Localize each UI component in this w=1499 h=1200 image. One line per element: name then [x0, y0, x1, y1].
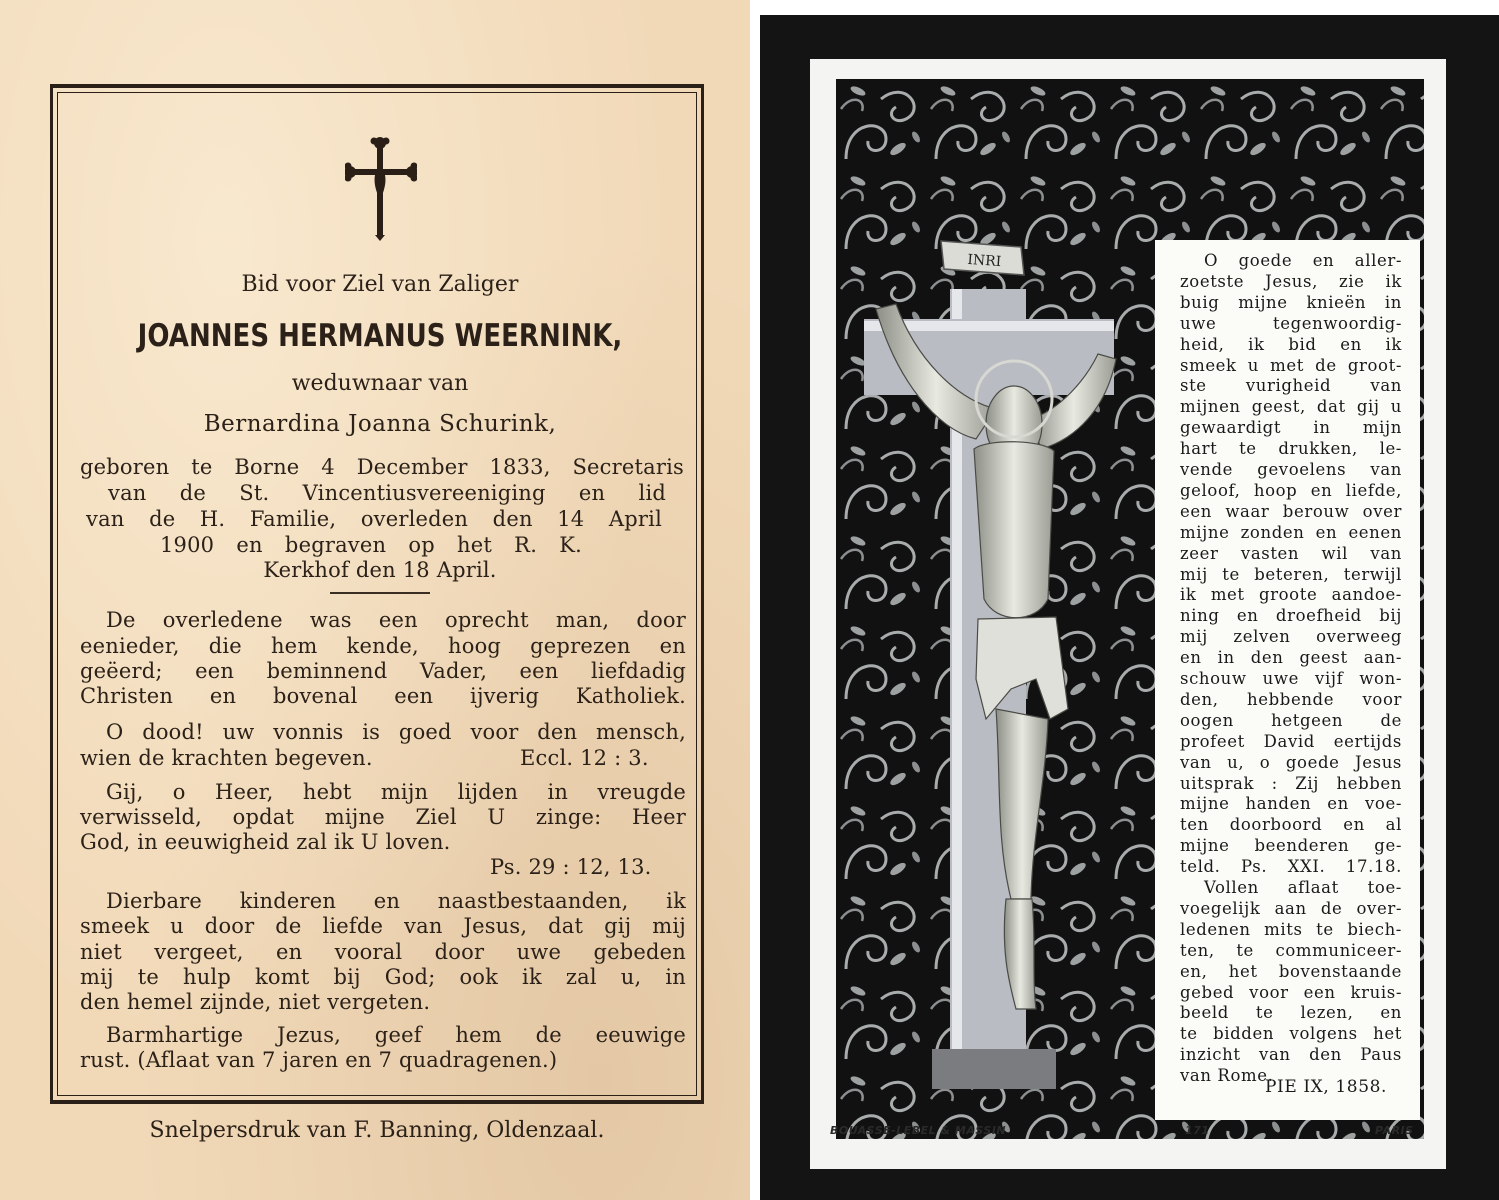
prayer-line: Vollen aflaat toe- [1204, 878, 1402, 897]
prayer-line: ten doorboord en al [1180, 815, 1402, 835]
paragraph-line: Dierbare kinderen en naastbestaanden, ik [106, 889, 686, 913]
prayer-line: ik met groote aandoe- [1180, 585, 1402, 605]
bio-line: van de St. Vincentiusvereeniging en lid [108, 481, 666, 505]
prayer-line: mijnen geest, dat gij u [1180, 397, 1402, 417]
prayer-line: teld. Ps. XXI. 17.18. [1180, 857, 1402, 877]
prayer-line: uitsprak : Zij hebben [1180, 773, 1402, 793]
inri-label: INRI [966, 251, 1002, 271]
prayer-line: uwe tegenwoordig- [1180, 313, 1402, 333]
prayer-line: inzicht van den Paus [1180, 1045, 1402, 1065]
paragraph-line: geëerd; een beminnend Vader, een liefdadig [80, 659, 686, 683]
cross-icon [345, 135, 417, 241]
scripture-reference: Ps. 29 : 12, 13. [490, 855, 652, 879]
prayer-line: profeet David eertijds [1180, 731, 1402, 751]
prayer-line: zoetste Jesus, zie ik [1180, 271, 1402, 291]
paragraph-line: De overledene was een oprecht man, door [106, 608, 686, 632]
prayer-line: en, het bovenstaande [1180, 961, 1402, 981]
prayer-line: van u, o goede Jesus [1180, 752, 1402, 772]
signature: PIE IX, 1858. [1265, 1077, 1388, 1097]
paragraph-line: verwisseld, opdat mijne Ziel U zinge: Heer [80, 805, 686, 829]
prayer-line: buig mijne knieën in [1180, 292, 1402, 312]
bio-line: Kerkhof den 18 April. [263, 558, 497, 582]
prayer-line: voegelijk aan de over- [1180, 898, 1402, 918]
memorial-card-back [760, 15, 1499, 1200]
prayer-line: mij zelven overweeg [1180, 627, 1402, 647]
paragraph-line: smeek u door de liefde van Jesus, dat gij mij [80, 914, 686, 938]
prayer-line: vende gevoelens van [1180, 460, 1402, 479]
publisher-credit: BOUASSE-LEBEL & MASSIN [830, 1124, 1007, 1137]
prayer-line: en in den geest aan- [1180, 648, 1402, 668]
paragraph-line: den hemel zijnde, niet vergeten. [80, 990, 431, 1014]
bio-line: geboren te Borne 4 December 1833, Secretaris [80, 455, 684, 479]
prayer-line: mijne zonden en eenen [1180, 522, 1402, 542]
printer-credit: Snelpersdruk van F. Banning, Oldenzaal. [149, 1118, 605, 1143]
prayer-line: ten, te communiceer- [1180, 940, 1402, 960]
paragraph-line: Barmhartige Jezus, geef hem de eeuwige [106, 1023, 686, 1047]
prayer-line: oogen hetgeen de [1180, 710, 1402, 730]
paragraph-line: God, in eeuwigheid zal ik U loven. [80, 830, 451, 854]
paragraph-line: rust. (Aflaat van 7 jaren en 7 quadragenen.) [80, 1048, 558, 1072]
prayer-line: beeld te lezen, en [1180, 1003, 1402, 1023]
prayer-line: een waar berouw over [1180, 501, 1402, 521]
prayer-line: ning en droefheid bij [1180, 606, 1402, 626]
prayer-line: heid, ik bid en ik [1180, 334, 1402, 354]
divider [330, 592, 430, 594]
spouse-name: Bernardina Joanna Schurink, [203, 411, 557, 437]
prayer-line: ledenen mits te biech- [1180, 919, 1402, 939]
prayer-line: schouw uwe vijf won- [1180, 669, 1402, 688]
paragraph-line: Gij, o Heer, hebt mijn lijden in vreugde [106, 780, 686, 804]
prayer-line: mij te beteren, terwijl [1180, 564, 1402, 584]
paragraph-line: eenieder, die hem kende, hoog geprezen en [80, 634, 686, 658]
prayer-line: O goede en aller- [1204, 251, 1402, 270]
paragraph-line: mij te hulp komt bij God; ook ik zal u, in [80, 965, 686, 989]
paragraph-line: niet vergeet, en vooral door uwe gebeden [80, 940, 686, 964]
paragraph-line: wien de krachten begeven. [80, 746, 373, 770]
deceased-name: JOANNES HERMANUS WEERNINK, [137, 318, 623, 354]
prayer-line: gebed voor een kruis- [1180, 982, 1402, 1002]
prayer-line: mijne beenderen ge- [1180, 836, 1402, 856]
card-number: 171 [1185, 1124, 1210, 1137]
prayer-line: den, hebbende voor [1180, 689, 1402, 709]
bio-line: 1900 en begraven op het R. K. [160, 533, 582, 557]
prayer-line: smeek u met de groot- [1180, 355, 1402, 375]
prayer-request-line: Bid voor Ziel van Zaliger [241, 272, 519, 297]
prayer-line: zeer vasten wil van [1180, 543, 1402, 563]
widower-line: weduwnaar van [291, 371, 469, 396]
prayer-line: te bidden volgens het [1180, 1024, 1402, 1044]
publisher-city: PARIS [1375, 1124, 1414, 1137]
prayer-line: mijne handen en voe- [1180, 794, 1402, 814]
prayer-line: hart te drukken, le- [1180, 439, 1402, 459]
prayer-line: gewaardigt in mijn [1180, 418, 1402, 438]
scripture-reference: Eccl. 12 : 3. [520, 746, 649, 770]
paragraph-line: Christen en bovenal een ijverig Katholiek. [80, 684, 686, 708]
paragraph-line: O dood! uw vonnis is goed voor den mensch, [106, 720, 686, 744]
prayer-line: ste vurigheid van [1180, 376, 1402, 396]
prayer-line: geloof, hoop en liefde, [1180, 480, 1402, 500]
bio-line: van de H. Familie, overleden den 14 April [86, 507, 662, 531]
prayer-line: van Rome. [1180, 1066, 1274, 1086]
